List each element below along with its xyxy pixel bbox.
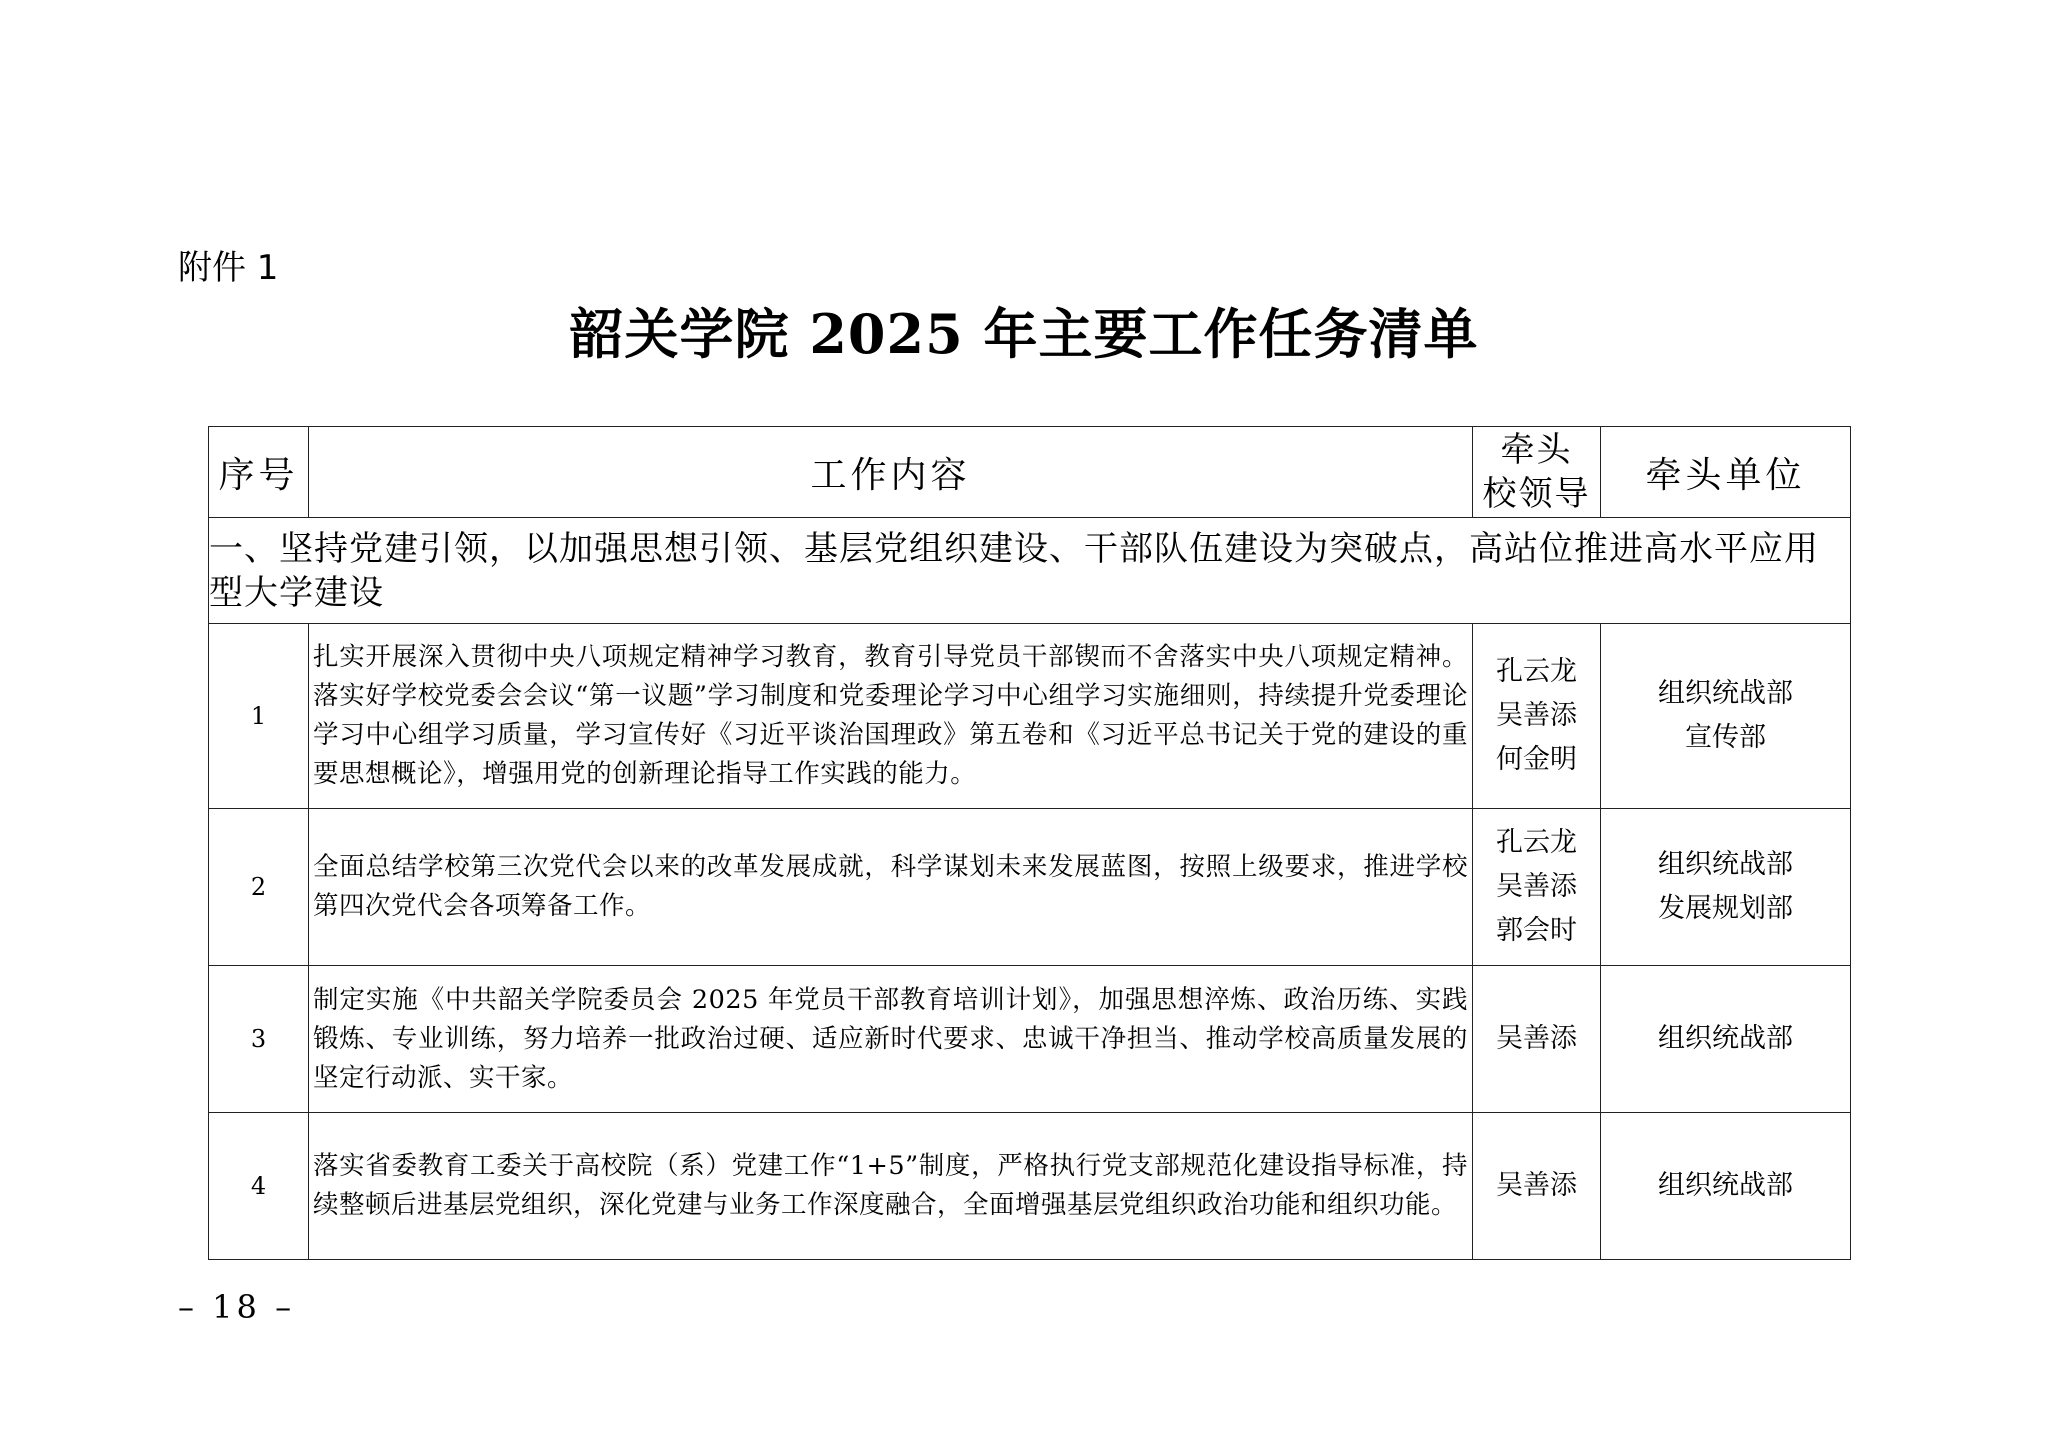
row-content: 制定实施《中共韶关学院委员会 2025 年党员干部教育培训计划》，加强思想淬炼、政治历练、实践锻炼、专业训练，努力培养一批政治过硬、适应新时代要求、忠诚干净担当、推动学校高质量发展的坚定行动派、实干家。 [309,966,1473,1113]
header-leader [1473,427,1601,518]
unit-name: 发展规划部 [1658,893,1793,924]
leader-name: 吴善添 [1496,1023,1577,1054]
row-number: 3 [209,966,309,1113]
unit-name: 宣传部 [1685,722,1766,753]
row-units [1601,1113,1851,1260]
leader-name: 吴善添 [1496,1170,1577,1201]
leader-name: 郭会时 [1496,915,1577,946]
row-number: 2 [209,809,309,966]
header-unit: 牵头单位 [1601,427,1851,518]
table-header-row [209,427,1851,518]
row-number: 1 [209,624,309,809]
header-content: 工作内容 [309,427,1473,518]
row-leaders [1473,809,1601,966]
header-no: 序号 [209,427,309,518]
section-row [209,518,1851,624]
table-row [209,809,1851,966]
task-table [208,426,1851,1260]
row-content: 落实省委教育工委关于高校院（系）党建工作“1+5”制度，严格执行党支部规范化建设指导标准，持续整顿后进基层党组织，深化党建与业务工作深度融合，全面增强基层党组织政治功能和组织功能。 [309,1113,1473,1260]
page-number: – 18 – [178,1288,296,1326]
row-number: 4 [209,1113,309,1260]
row-units [1601,809,1851,966]
header-leader-line1: 牵头 [1500,430,1573,470]
table-row [209,624,1851,809]
unit-name: 组织统战部 [1658,678,1793,709]
table-row [209,966,1851,1113]
document-title: 韶关学院 2025 年主要工作任务清单 [569,302,1479,366]
unit-name: 组织统战部 [1658,849,1793,880]
leader-name: 孔云龙 [1496,827,1577,858]
leader-name: 何金明 [1496,744,1577,775]
row-units [1601,966,1851,1113]
header-leader-line2: 校领导 [1482,474,1591,514]
unit-name: 组织统战部 [1658,1170,1793,1201]
row-leaders [1473,966,1601,1113]
row-leaders [1473,624,1601,809]
leader-name: 吴善添 [1496,700,1577,731]
row-leaders [1473,1113,1601,1260]
row-content: 全面总结学校第三次党代会以来的改革发展成就，科学谋划未来发展蓝图，按照上级要求，推进学校第四次党代会各项筹备工作。 [309,809,1473,966]
unit-name: 组织统战部 [1658,1023,1793,1054]
table-row [209,1113,1851,1260]
row-units [1601,624,1851,809]
section-heading: 一、坚持党建引领，以加强思想引领、基层党组织建设、干部队伍建设为突破点，高站位推进高水平应用型大学建设 [209,518,1851,624]
leader-name: 吴善添 [1496,871,1577,902]
leader-name: 孔云龙 [1496,656,1577,687]
annex-label: 附件 1 [178,248,279,288]
row-content: 扎实开展深入贯彻中央八项规定精神学习教育，教育引导党员干部锲而不舍落实中央八项规定精神。落实好学校党委会会议“第一议题”学习制度和党委理论学习中心组学习实施细则，持续提升党委理论学习中心组学习质量，学习宣传好《习近平谈治国理政》第五卷和《习近平总书记关于党的建设的重要思想概论》，增强用党的创新理论指导工作实践的能力。 [309,624,1473,809]
